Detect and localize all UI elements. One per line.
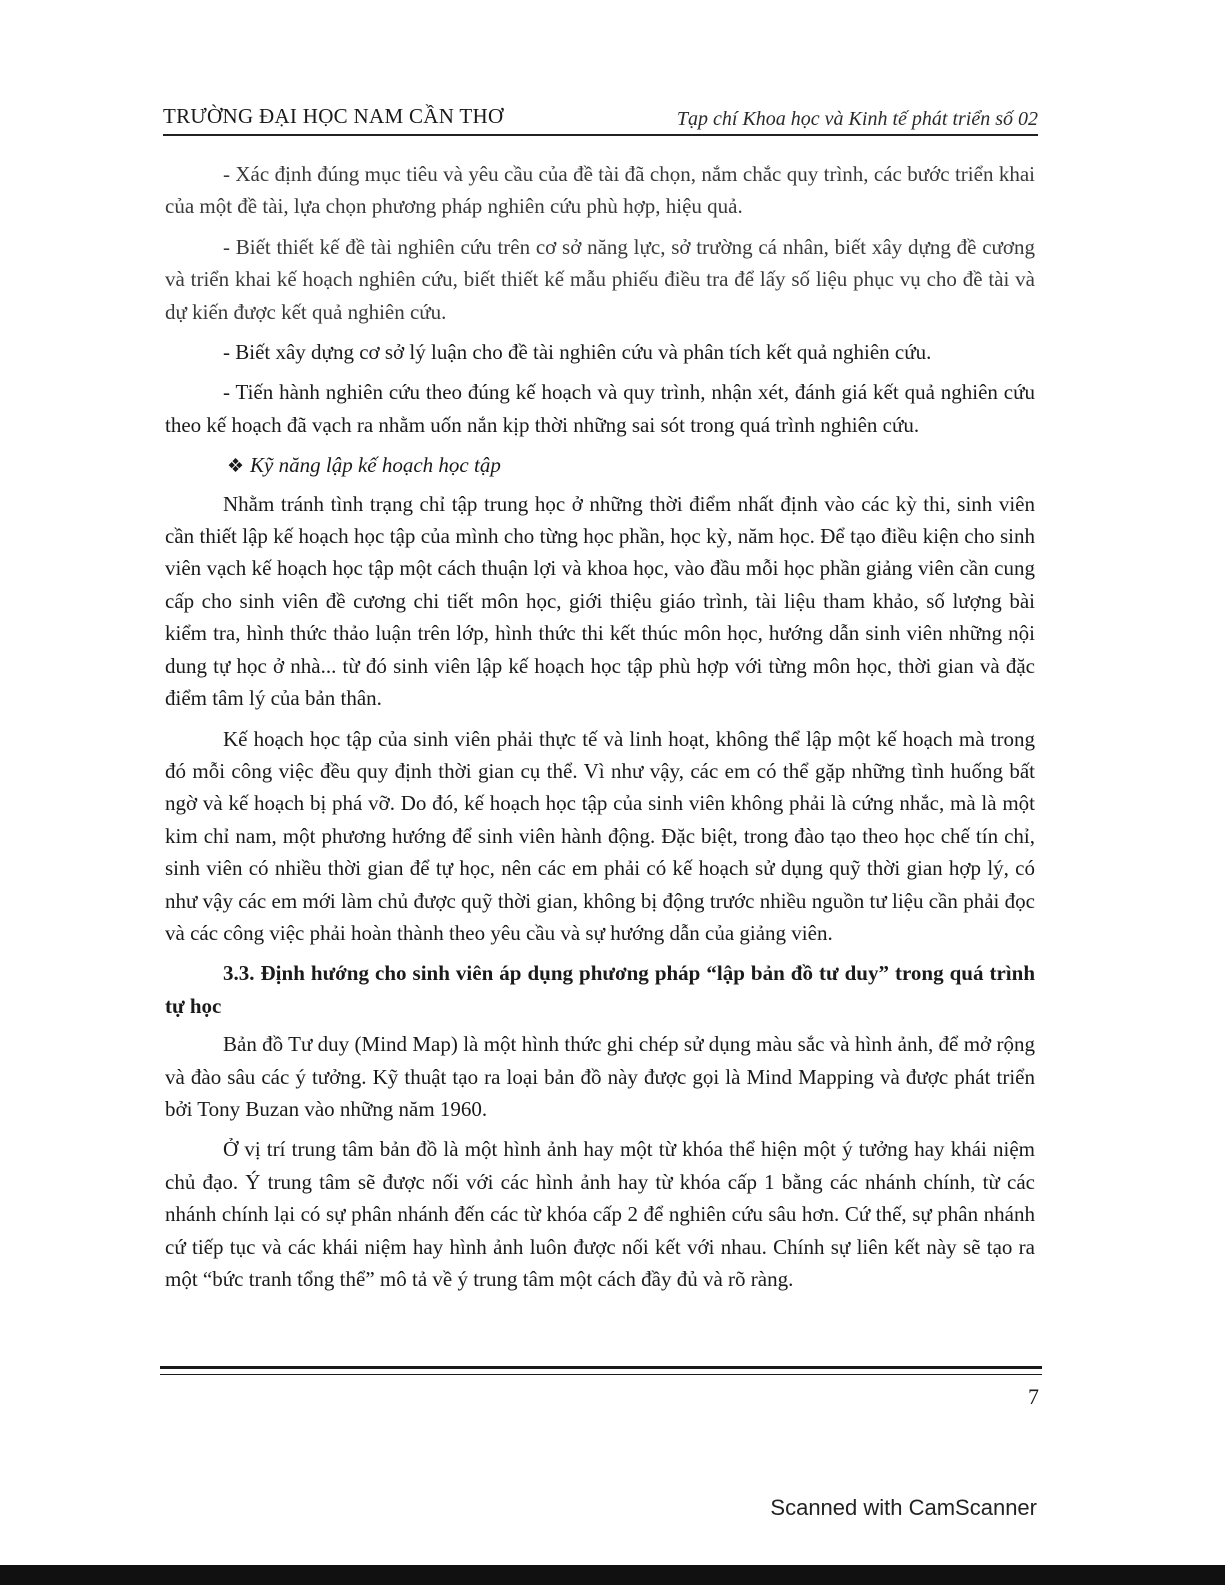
scanner-watermark: Scanned with CamScanner <box>770 1495 1037 1520</box>
diamond-bullet-icon: ❖ <box>227 456 245 478</box>
footer-divider-thick <box>160 1366 1042 1369</box>
section-heading: 3.3. Định hướng cho sinh viên áp dụng phương pháp “lập bản đồ tư duy” trong quá trình tự học <box>165 961 1035 1018</box>
scan-edge <box>0 1565 1225 1585</box>
page-header <box>163 100 1038 136</box>
paragraph-bullet-3: - Biết xây dựng cơ sở lý luận cho đề tài nghiên cứu và phân tích kết quả nghiên cứu. <box>223 340 932 365</box>
paragraph-plan-flexibility: Kế hoạch học tập của sinh viên phải thực tế và linh hoạt, không thể lập một kế hoạch mà trong đó mỗi công việc đều quy định thời gian cụ thể. Vì như vậy, các em có thể gặp những tình huống bất ngờ và kế hoạch bị phá vỡ. Do đó, kế hoạch học tập của sinh viên không phải là cứng nhắc, mà là một kim chỉ nam, một phương hướng để sinh viên hành động. Đặc biệt, trong đào tạo theo học chế tín chỉ, sinh viên có nhiều thời gian để tự học, nên các em phải có kế hoạch sử dụng quỹ thời gian hợp lý, có như vậy các em mới làm chủ được quỹ thời gian, không bị động trước nhiều nguồn tư liệu cần phải đọc và các công việc phải hoàn thành theo yêu cầu và sự hướng dẫn của giảng viên. <box>165 726 1035 945</box>
subheading-text: Kỹ năng lập kế hoạch học tập <box>250 453 501 478</box>
page-number: 7 <box>1028 1384 1039 1409</box>
journal-title: Tạp chí Khoa học và Kinh tế phát triển số 02 <box>676 108 1038 130</box>
header-divider <box>163 134 1038 136</box>
footer-divider-thin <box>160 1374 1042 1375</box>
paragraph-bullet-2: - Biết thiết kế đề tài nghiên cứu trên cơ sở năng lực, sở trường cá nhân, biết xây dựng đề cương và triển khai kế hoạch nghiên cứu, biết thiết kế mẫu phiếu điều tra để lấy số liệu phục vụ cho đề tài và dự kiến được kết quả nghiên cứu. <box>165 234 1035 324</box>
paragraph-mind-map-intro: Bản đồ Tư duy (Mind Map) là một hình thức ghi chép sử dụng màu sắc và hình ảnh, để mở rộng và đào sâu các ý tưởng. Kỹ thuật tạo ra loại bản đồ này được gọi là Mind Mapping và được phát triển bởi Tony Buzan vào những năm 1960. <box>165 1032 1035 1121</box>
paragraph-study-plan: Nhằm tránh tình trạng chỉ tập trung học ở những thời điểm nhất định vào các kỳ thi, sinh viên cần thiết lập kế hoạch học tập của mình cho từng học phần, học kỳ, năm học. Để tạo điều kiện cho sinh viên vạch kế hoạch học tập một cách thuận lợi và khoa học, vào đầu mỗi học phần giảng viên cần cung cấp cho sinh viên đề cương chi tiết môn học, giới thiệu giáo trình, tài liệu tham khảo, số lượng bài kiểm tra, hình thức thảo luận trên lớp, hình thức thi kết thúc môn học, hướng dẫn sinh viên những nội dung tự học ở nhà... từ đó sinh viên lập kế hoạch học tập phù hợp với từng môn học, thời gian và đặc điểm tâm lý của bản thân. <box>165 491 1035 711</box>
paragraph-bullet-1: - Xác định đúng mục tiêu và yêu cầu của đề tài đã chọn, nắm chắc quy trình, các bước triển khai của một đề tài, lựa chọn phương pháp nghiên cứu phù hợp, hiệu quả. <box>165 162 1035 219</box>
article-body <box>165 158 1035 1295</box>
subheading <box>165 449 1035 483</box>
paragraph-mind-map-structure: Ở vị trí trung tâm bản đồ là một hình ảnh hay một từ khóa thể hiện một ý tưởng hay khái niệm chủ đạo. Ý trung tâm sẽ được nối với các hình ảnh hay từ khóa cấp 1 bằng các nhánh chính, từ các nhánh chính lại có sự phân nhánh đến các từ khóa cấp 2 để nghiên cứu sâu hơn. Cứ thế, sự phân nhánh cứ tiếp tục và các khái niệm hay hình ảnh luôn được nối kết với nhau. Chính sự liên kết này sẽ tạo ra một “bức tranh tổng thể” mô tả về ý trung tâm một cách đầy đủ và rõ ràng. <box>165 1137 1035 1291</box>
paragraph-bullet-4: - Tiến hành nghiên cứu theo đúng kế hoạch và quy trình, nhận xét, đánh giá kết quả nghiên cứu theo kế hoạch đã vạch ra nhằm uốn nắn kịp thời những sai sót trong quá trình nghiên cứu. <box>165 380 1035 437</box>
university-name: TRƯỜNG ĐẠI HỌC NAM CẦN THƠ <box>163 104 504 128</box>
